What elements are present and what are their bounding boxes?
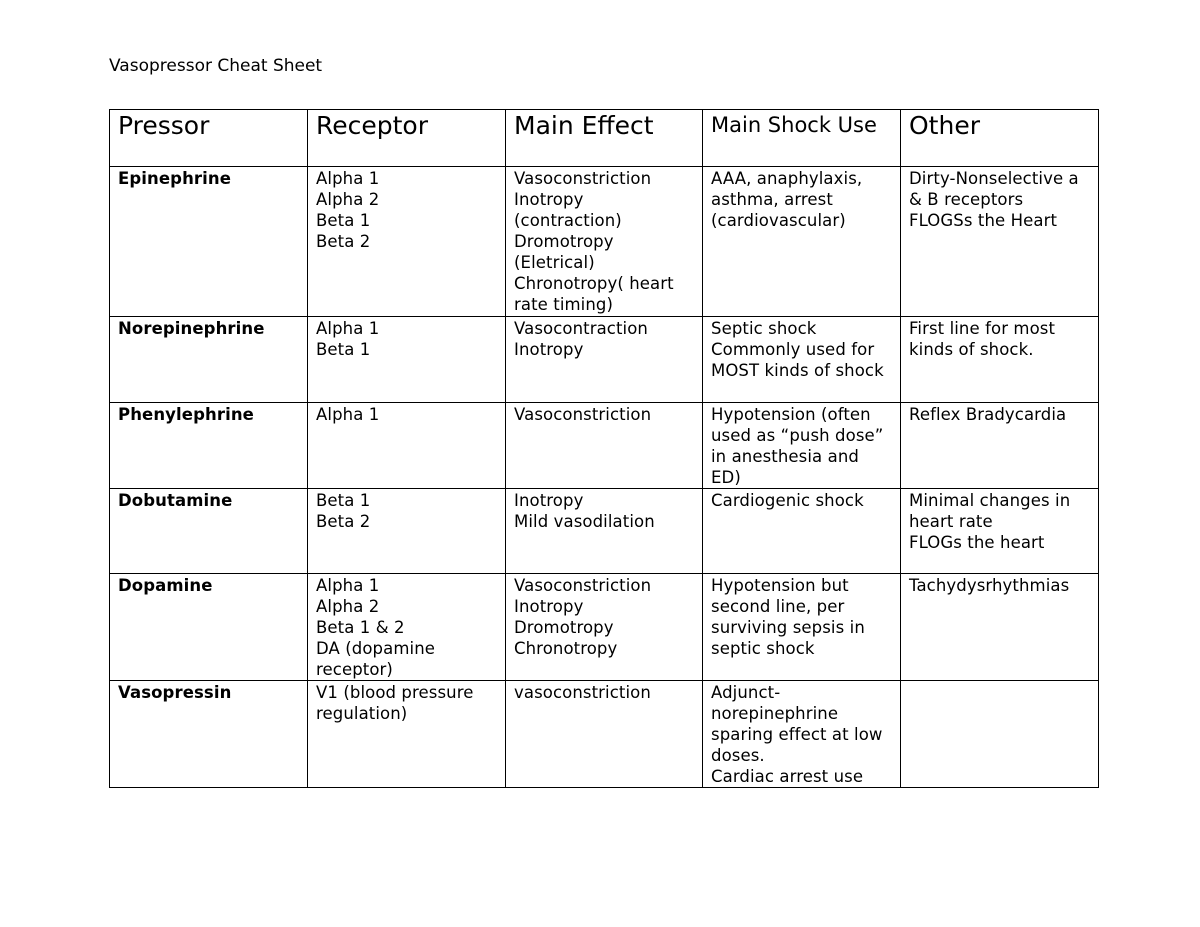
table-row xyxy=(110,489,1099,574)
effect-line: Dromotropy xyxy=(514,618,614,637)
header-main-shock-use: Main Shock Use xyxy=(703,110,901,167)
pressor-cell: Vasopressin xyxy=(110,681,308,788)
receptor-line: Beta 1 xyxy=(316,340,371,359)
receptor-cell xyxy=(308,574,506,681)
other-line: Tachydysrhythmias xyxy=(909,576,1070,595)
header-other: Other xyxy=(901,110,1099,167)
main-effect-cell xyxy=(506,489,703,574)
shock-use-line: AAA, anaphylaxis, asthma, arrest (cardiovascular) xyxy=(711,169,863,230)
table-row xyxy=(110,681,1099,788)
receptor-cell xyxy=(308,681,506,788)
shock-use-line: Adjunct- norepinephrine sparing effect at low doses. xyxy=(711,683,883,765)
shock-use-cell xyxy=(703,489,901,574)
receptor-cell xyxy=(308,167,506,317)
receptor-line: Alpha 1 xyxy=(316,319,380,338)
other-line: FLOGs the heart xyxy=(909,533,1045,552)
shock-use-line: Commonly used for MOST kinds of shock xyxy=(711,340,884,380)
shock-use-line: Septic shock xyxy=(711,319,817,338)
effect-line: Vasoconstriction xyxy=(514,405,652,424)
pressor-cell: Phenylephrine xyxy=(110,403,308,489)
receptor-line: Beta 1 xyxy=(316,211,371,230)
shock-use-cell xyxy=(703,403,901,489)
other-cell xyxy=(901,403,1099,489)
effect-line: Dromotropy (Eletrical) xyxy=(514,232,614,272)
effect-line: Inotropy (contraction) xyxy=(514,190,622,230)
receptor-line: Alpha 2 xyxy=(316,190,380,209)
other-cell xyxy=(901,681,1099,788)
table-row xyxy=(110,167,1099,317)
shock-use-cell xyxy=(703,574,901,681)
receptor-line: Alpha 1 xyxy=(316,169,380,188)
main-effect-cell xyxy=(506,574,703,681)
receptor-line: Alpha 2 xyxy=(316,597,380,616)
effect-line: Vasoconstriction xyxy=(514,169,652,188)
shock-use-line: Hypotension but second line, per surviving sepsis in septic shock xyxy=(711,576,865,658)
table-row xyxy=(110,403,1099,489)
effect-line: Mild vasodilation xyxy=(514,512,655,531)
table-row xyxy=(110,317,1099,403)
receptor-line: Alpha 1 xyxy=(316,405,380,424)
main-effect-cell xyxy=(506,167,703,317)
effect-line: Vasocontraction xyxy=(514,319,648,338)
other-cell xyxy=(901,574,1099,681)
shock-use-line: Cardiogenic shock xyxy=(711,491,864,510)
other-line: Dirty-Nonselective a & B receptors xyxy=(909,169,1079,209)
header-pressor: Pressor xyxy=(110,110,308,167)
header-main-effect: Main Effect xyxy=(506,110,703,167)
receptor-cell xyxy=(308,317,506,403)
main-effect-cell xyxy=(506,403,703,489)
other-line: Minimal changes in heart rate xyxy=(909,491,1071,531)
shock-use-line: Hypotension (often used as “push dose” in anesthesia and ED) xyxy=(711,405,884,487)
effect-line: Chronotropy xyxy=(514,639,618,658)
main-effect-cell xyxy=(506,317,703,403)
pressor-cell: Dobutamine xyxy=(110,489,308,574)
document-title: Vasopressor Cheat Sheet xyxy=(109,56,323,76)
receptor-cell xyxy=(308,403,506,489)
header-row xyxy=(110,110,1099,167)
effect-line: Inotropy xyxy=(514,491,584,510)
receptor-line: Beta 1 xyxy=(316,491,371,510)
shock-use-cell xyxy=(703,681,901,788)
shock-use-cell xyxy=(703,317,901,403)
pressor-cell: Dopamine xyxy=(110,574,308,681)
receptor-line: Alpha 1 xyxy=(316,576,380,595)
shock-use-line: Cardiac arrest use xyxy=(711,767,864,786)
table-row xyxy=(110,574,1099,681)
effect-line: Vasoconstriction xyxy=(514,576,652,595)
other-cell xyxy=(901,489,1099,574)
other-line: FLOGSs the Heart xyxy=(909,211,1058,230)
receptor-line: Beta 2 xyxy=(316,232,371,251)
receptor-line: Beta 1 & 2 xyxy=(316,618,405,637)
receptor-line: Beta 2 xyxy=(316,512,371,531)
other-cell xyxy=(901,317,1099,403)
receptor-line: DA (dopamine receptor) xyxy=(316,639,436,679)
pressor-cell: Norepinephrine xyxy=(110,317,308,403)
effect-line: Chronotropy( heart rate timing) xyxy=(514,274,674,314)
other-line: Reflex Bradycardia xyxy=(909,405,1067,424)
main-effect-cell xyxy=(506,681,703,788)
header-receptor: Receptor xyxy=(308,110,506,167)
shock-use-cell xyxy=(703,167,901,317)
receptor-line: V1 (blood pressure regulation) xyxy=(316,683,474,723)
other-line: First line for most kinds of shock. xyxy=(909,319,1056,359)
other-cell xyxy=(901,167,1099,317)
pressor-cell: Epinephrine xyxy=(110,167,308,317)
effect-line: Inotropy xyxy=(514,340,584,359)
effect-line: Inotropy xyxy=(514,597,584,616)
effect-line: vasoconstriction xyxy=(514,683,651,702)
vasopressor-table xyxy=(109,109,1099,788)
receptor-cell xyxy=(308,489,506,574)
